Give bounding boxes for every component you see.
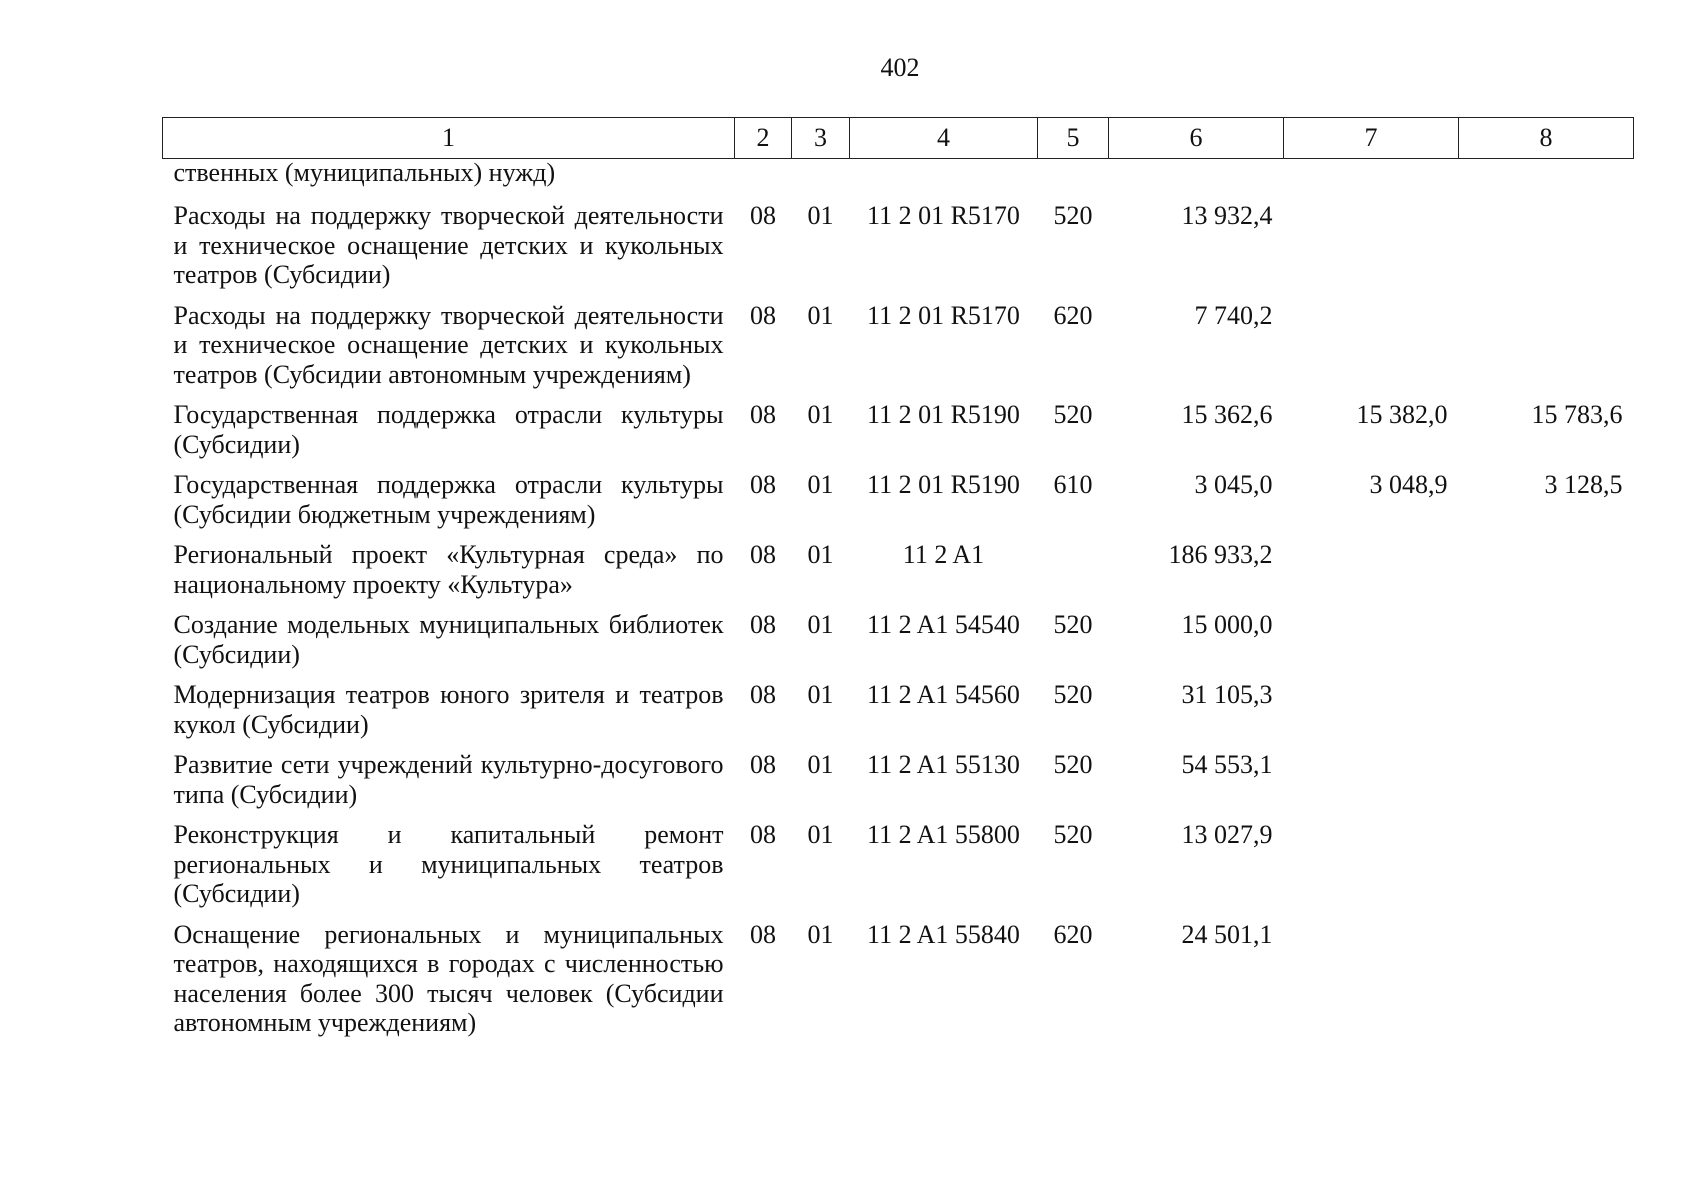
row-expense-type: 520: [1053, 820, 1093, 849]
row-target-article: 11 2 A1 55130: [867, 750, 1020, 779]
table-row: [163, 818, 1634, 918]
row-amount-col8: [1459, 818, 1634, 918]
row-target-article: 11 2 01 R5190: [867, 470, 1020, 499]
row-subsection: 01: [807, 400, 834, 429]
table-row: [163, 299, 1634, 399]
table-row: [163, 678, 1634, 748]
table-body: [163, 159, 1634, 1047]
row-amount-col6: 15 000,0: [1181, 610, 1273, 639]
row-amount-col7: [1284, 818, 1459, 918]
row-section: 08: [750, 201, 776, 230]
row-expense-type: 520: [1053, 400, 1093, 429]
table-row: [163, 538, 1634, 608]
row-subsection: 01: [807, 820, 834, 849]
row-amount-col6: 13 027,9: [1181, 820, 1273, 849]
table-row: [163, 918, 1634, 1047]
header-col-2: 2: [735, 118, 792, 159]
table-row: [163, 199, 1634, 299]
table-row: [163, 608, 1634, 678]
row-name: Государственная поддержка отрасли культуры (Субсидии): [173, 400, 724, 459]
row-amount-col7: 3 048,9: [1369, 470, 1448, 499]
row-amount-col8: [1459, 299, 1634, 399]
row-amount-col7: [1284, 299, 1459, 399]
row-amount-col7: [1284, 678, 1459, 748]
row-section: 08: [750, 820, 776, 849]
row-target-article: 11 2 A1 54560: [867, 680, 1020, 709]
row-amount-col7: [1284, 918, 1459, 1047]
header-col-5: 5: [1038, 118, 1109, 159]
row-amount-col8: [1459, 748, 1634, 818]
row-target-article: 11 2 01 R5170: [867, 300, 1020, 330]
row-section: 08: [750, 919, 776, 949]
row-section: 08: [750, 750, 776, 779]
row-amount-col8: 3 128,5: [1544, 470, 1623, 499]
row-amount-col7: [1284, 538, 1459, 608]
row-expense-type: 620: [1053, 919, 1093, 949]
header-row: [163, 118, 1634, 159]
header-col-7: 7: [1284, 118, 1459, 159]
row-subsection: 01: [807, 540, 834, 569]
row-amount-col8: [1459, 918, 1634, 1047]
row-name: Оснащение региональных и муниципальных театров, находящихся в городах с численностью населения более 300 тысяч человек (Субсидии автономным учреждениям): [173, 919, 724, 1037]
row-amount-col7: 15 382,0: [1356, 400, 1448, 429]
row-amount-col7: [1284, 748, 1459, 818]
row-target-article: 11 2 01 R5190: [867, 400, 1020, 429]
row-target-article: 11 2 A1 55840: [867, 919, 1020, 949]
row-expense-type: 520: [1053, 201, 1093, 230]
page-number: 402: [880, 53, 920, 82]
row-amount-col8: [1459, 538, 1634, 608]
row-amount-col8: 15 783,6: [1531, 400, 1623, 429]
row-amount-col6: 13 932,4: [1181, 201, 1273, 230]
row-name: Модернизация театров юного зрителя и театров кукол (Субсидии): [173, 680, 724, 739]
row-expense-type: [1038, 538, 1109, 608]
table-header: [163, 118, 1634, 159]
table-row: [163, 398, 1634, 468]
row-amount-col6: 24 501,1: [1181, 919, 1273, 949]
row-subsection: 01: [807, 201, 834, 230]
row-name: Создание модельных муниципальных библиотек (Субсидии): [173, 610, 724, 669]
row-amount-col6: 31 105,3: [1181, 680, 1273, 709]
row-subsection: 01: [807, 919, 834, 949]
row-target-article: 11 2 01 R5170: [867, 201, 1020, 230]
budget-table: [162, 117, 1634, 1047]
row-expense-type: 520: [1053, 610, 1093, 639]
row-amount-col6: 186 933,2: [1168, 540, 1273, 569]
table-row: [163, 468, 1634, 538]
row-expense-type: 520: [1053, 750, 1093, 779]
row-amount-col8: [1459, 199, 1634, 299]
row-name: Государственная поддержка отрасли культуры (Субсидии бюджетным учреждениям): [173, 470, 724, 529]
continuation-text: ственных (муниципальных) нужд): [173, 158, 556, 187]
row-section: 08: [750, 680, 776, 709]
row-expense-type: 620: [1053, 300, 1093, 330]
row-subsection: 01: [807, 680, 834, 709]
header-col-1: 1: [163, 118, 735, 159]
row-amount-col6: 3 045,0: [1194, 470, 1273, 499]
row-amount-col6: 54 553,1: [1181, 750, 1273, 779]
row-expense-type: 520: [1053, 680, 1093, 709]
row-section: 08: [750, 300, 776, 330]
row-target-article: 11 2 A1 54540: [867, 610, 1020, 639]
row-subsection: 01: [807, 750, 834, 779]
row-section: 08: [750, 610, 776, 639]
row-amount-col8: [1459, 678, 1634, 748]
row-amount-col7: [1284, 199, 1459, 299]
row-amount-col6: 15 362,6: [1181, 400, 1273, 429]
row-section: 08: [750, 400, 776, 429]
row-subsection: 01: [807, 610, 834, 639]
row-name: Расходы на поддержку творческой деятельности и техническое оснащение детских и кукольных театров (Субсидии): [173, 201, 724, 289]
row-expense-type: 610: [1053, 470, 1093, 499]
row-name: Расходы на поддержку творческой деятельности и техническое оснащение детских и кукольных театров (Субсидии автономным учреждениям): [173, 300, 724, 389]
row-target-article: 11 2 A1 55800: [867, 820, 1020, 849]
header-col-6: 6: [1109, 118, 1284, 159]
row-amount-col8: [1459, 608, 1634, 678]
row-name: Реконструкция и капитальный ремонт региональных и муниципальных театров (Субсидии): [173, 820, 724, 908]
table-row: [163, 748, 1634, 818]
row-section: 08: [750, 540, 776, 569]
row-name: Развитие сети учреждений культурно-досугового типа (Субсидии): [173, 750, 724, 809]
header-col-4: 4: [850, 118, 1038, 159]
continuation-row: [163, 159, 1634, 200]
row-amount-col6: 7 740,2: [1194, 300, 1273, 330]
row-subsection: 01: [807, 470, 834, 499]
header-col-8: 8: [1459, 118, 1634, 159]
row-subsection: 01: [807, 300, 834, 330]
row-name: Региональный проект «Культурная среда» по национальному проекту «Культура»: [173, 540, 724, 599]
header-col-3: 3: [792, 118, 850, 159]
row-amount-col7: [1284, 608, 1459, 678]
row-target-article: 11 2 A1: [902, 540, 985, 569]
row-section: 08: [750, 470, 776, 499]
